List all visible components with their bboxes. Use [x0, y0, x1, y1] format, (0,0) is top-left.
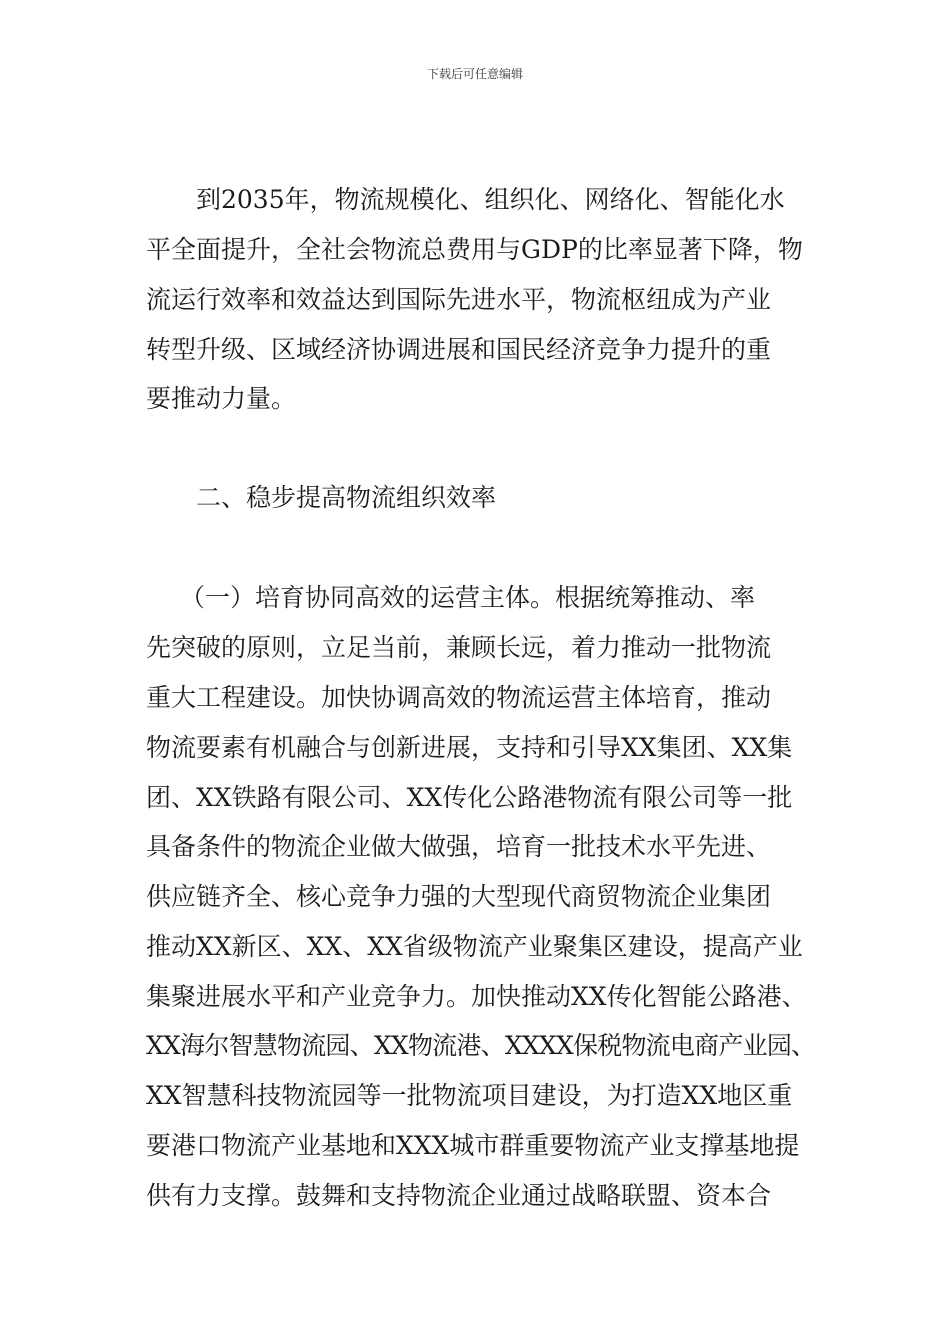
- paragraph-1-line-2: 平全面提升，全社会物流总费用与GDP的比率显著下降，物: [146, 235, 803, 264]
- paragraph-1-line-5: 要推动力量。: [146, 384, 297, 413]
- paragraph-3-line-5: 团、XX铁路有限公司、XX传化公路港物流有限公司等一批: [146, 783, 793, 812]
- paragraph-1-line-3: 流运行效率和效益达到国际先进水平，物流枢纽成为产业: [146, 285, 772, 314]
- paragraph-3-line-6: 具备条件的物流企业做大做强，培育一批技术水平先进、: [146, 832, 772, 861]
- page-header: 下载后可任意编辑: [426, 67, 523, 81]
- paragraph-3-line-4: 物流要素有机融合与创新进展，支持和引导XX集团、XX集: [146, 733, 793, 762]
- paragraph-3-line-7: 供应链齐全、核心竞争力强的大型现代商贸物流企业集团: [146, 882, 772, 911]
- paragraph-3-line-13: 供有力支撑。鼓舞和支持物流企业通过战略联盟、资本合: [146, 1181, 772, 1210]
- paragraph-3-line-2: 先突破的原则，立足当前，兼顾长远，着力推动一批物流: [146, 633, 772, 662]
- paragraph-3-line-9: 集聚进展水平和产业竞争力。加快推动XX传化智能公路港、: [146, 982, 807, 1011]
- paragraph-3-line-10: XX海尔智慧物流园、XX物流港、XXXX保税物流电商产业园、: [146, 1031, 816, 1060]
- paragraph-3-line-1: （一）培育协同高效的运营主体。根据统筹推动、率: [180, 583, 756, 612]
- paragraph-3-line-12: 要港口物流产业基地和XXX城市群重要物流产业支撑基地提: [146, 1131, 800, 1160]
- paragraph-3-line-8: 推动XX新区、XX、XX省级物流产业聚集区建设，提高产业: [146, 932, 803, 961]
- paragraph-3-line-11: XX智慧科技物流园等一批物流项目建设，为打造XX地区重: [146, 1081, 793, 1110]
- section-heading: 二、稳步提高物流组织效率: [196, 483, 497, 512]
- paragraph-1-line-1: 到2035年，物流规模化、组织化、网络化、智能化水: [196, 185, 785, 214]
- paragraph-1-line-4: 转型升级、区域经济协调进展和国民经济竞争力提升的重: [146, 335, 772, 364]
- paragraph-3-line-3: 重大工程建设。加快协调高效的物流运营主体培育，推动: [146, 683, 772, 712]
